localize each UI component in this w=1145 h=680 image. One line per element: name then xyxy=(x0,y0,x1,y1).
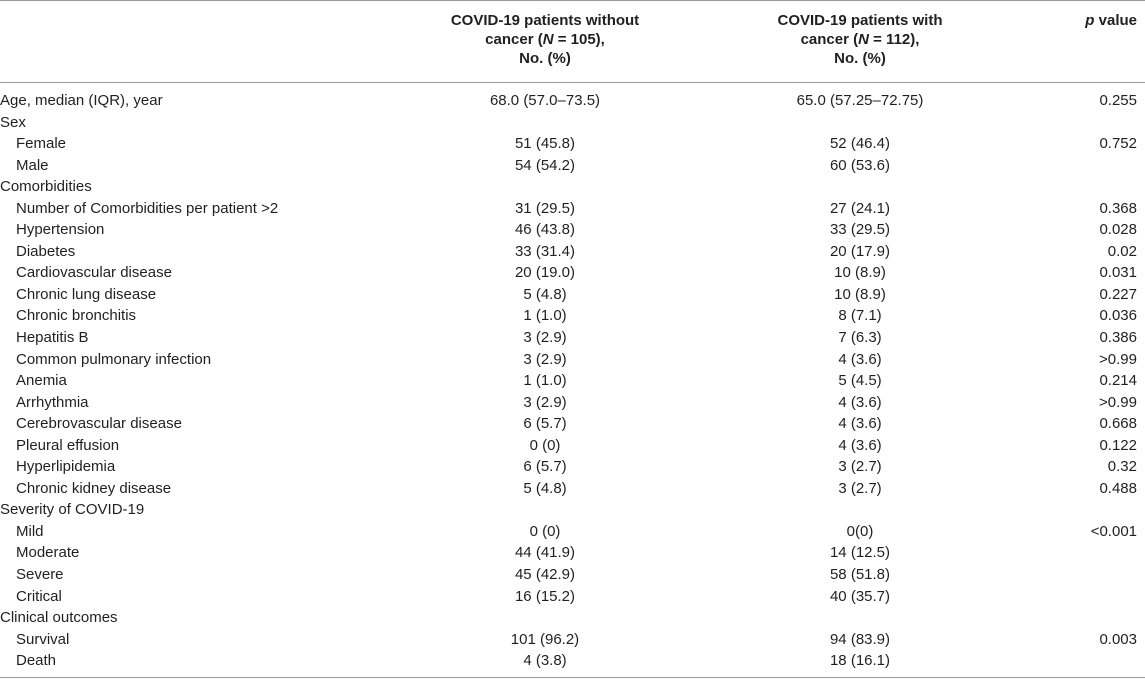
value-with-cancer: 40 (35.7) xyxy=(829,587,891,605)
value-without-cancer: 46 (43.8) xyxy=(514,221,576,239)
value-without-cancer: 4 (3.8) xyxy=(523,652,567,670)
header-col1-line3: No. (%) xyxy=(519,50,571,67)
header-rule xyxy=(0,82,1145,83)
table-header xyxy=(0,0,1145,82)
table-row xyxy=(0,629,1145,651)
value-without-cancer: 68.0 (57.0–73.5) xyxy=(489,92,601,109)
table-row xyxy=(0,542,1145,564)
header-col-p-value: p value xyxy=(1085,12,1137,29)
row-label: Chronic kidney disease xyxy=(16,479,172,497)
value-without-cancer: 5 (4.8) xyxy=(523,285,567,303)
table-row xyxy=(0,305,1145,327)
value-without-cancer: 1 (1.0) xyxy=(523,307,567,325)
table-row xyxy=(0,478,1145,500)
row-label: Clinical outcomes xyxy=(0,609,118,627)
row-label: Critical xyxy=(16,587,62,605)
value-without-cancer: 0 (0) xyxy=(529,436,561,454)
table-row xyxy=(0,284,1145,306)
table-row xyxy=(0,564,1145,586)
p-value: <0.001 xyxy=(1090,522,1137,540)
value-without-cancer: 0 (0) xyxy=(529,522,561,540)
value-without-cancer: 1 (1.0) xyxy=(523,372,567,390)
p-value: 0.122 xyxy=(1099,436,1137,454)
value-with-cancer: 5 (4.5) xyxy=(838,372,882,390)
p-value: 0.668 xyxy=(1099,415,1137,433)
table-row xyxy=(0,435,1145,457)
p-value: 0.368 xyxy=(1099,199,1137,217)
header-col-with-cancer xyxy=(705,11,1015,68)
row-label: Severe xyxy=(16,566,64,584)
table-row xyxy=(0,392,1145,414)
row-label: Pleural effusion xyxy=(16,436,120,454)
p-value: 0.255 xyxy=(1099,92,1137,109)
value-with-cancer: 52 (46.4) xyxy=(829,135,891,153)
value-with-cancer: 7 (6.3) xyxy=(838,329,882,347)
value-without-cancer: 45 (42.9) xyxy=(514,566,576,584)
value-with-cancer: 58 (51.8) xyxy=(829,566,891,584)
value-with-cancer: 18 (16.1) xyxy=(829,652,891,670)
row-label: Hepatitis B xyxy=(16,329,89,347)
table-row xyxy=(0,133,1145,155)
table-row xyxy=(0,499,1145,521)
row-label: Hyperlipidemia xyxy=(16,458,116,476)
row-label: Male xyxy=(16,156,49,174)
p-value: 0.02 xyxy=(1107,242,1137,260)
row-label: Anemia xyxy=(16,372,67,390)
value-with-cancer: 3 (2.7) xyxy=(838,479,882,497)
value-with-cancer: 0(0) xyxy=(846,522,874,540)
table-row xyxy=(0,650,1145,672)
row-label: Comorbidities xyxy=(0,178,92,196)
value-with-cancer: 20 (17.9) xyxy=(829,242,891,260)
value-with-cancer: 8 (7.1) xyxy=(838,307,882,325)
table-row xyxy=(0,112,1145,134)
value-with-cancer: 10 (8.9) xyxy=(834,285,886,303)
value-with-cancer: 10 (8.9) xyxy=(834,264,886,282)
p-value: >0.99 xyxy=(1099,393,1137,411)
row-label: Mild xyxy=(16,522,44,540)
value-with-cancer: 14 (12.5) xyxy=(829,544,891,562)
row-label: Chronic bronchitis xyxy=(16,307,137,325)
row-label: Number of Comorbidities per patient >2 xyxy=(16,199,279,217)
row-label: Moderate xyxy=(16,544,80,562)
value-without-cancer: 54 (54.2) xyxy=(514,156,576,174)
value-without-cancer: 51 (45.8) xyxy=(514,135,576,153)
table-row xyxy=(0,349,1145,371)
table-row xyxy=(0,413,1145,435)
row-label: Age, median (IQR), year xyxy=(0,92,163,109)
header-col-without-cancer xyxy=(390,11,700,68)
value-without-cancer: 6 (5.7) xyxy=(523,458,567,476)
row-label: Cerebrovascular disease xyxy=(16,415,182,433)
value-without-cancer: 20 (19.0) xyxy=(514,264,576,282)
header-col1-line1: COVID-19 patients without xyxy=(450,12,640,29)
row-label: Cardiovascular disease xyxy=(16,264,172,282)
header-col2-line1: COVID-19 patients with xyxy=(777,12,943,29)
bottom-rule xyxy=(0,677,1145,678)
table-row xyxy=(0,262,1145,284)
value-with-cancer: 94 (83.9) xyxy=(829,630,891,648)
p-value: 0.028 xyxy=(1099,221,1137,239)
value-without-cancer: 3 (2.9) xyxy=(523,329,567,347)
table-row xyxy=(0,327,1145,349)
row-label: Arrhythmia xyxy=(16,393,89,411)
p-value: 0.214 xyxy=(1099,372,1137,390)
value-without-cancer: 33 (31.4) xyxy=(514,242,576,260)
p-value: 0.227 xyxy=(1099,285,1137,303)
row-label: Death xyxy=(16,652,57,670)
value-with-cancer: 27 (24.1) xyxy=(829,199,891,217)
table-row xyxy=(0,155,1145,177)
row-label: Chronic lung disease xyxy=(16,285,157,303)
value-with-cancer: 33 (29.5) xyxy=(829,221,891,239)
header-col2-line3: No. (%) xyxy=(834,50,886,67)
table-row xyxy=(0,370,1145,392)
value-with-cancer: 4 (3.6) xyxy=(838,415,882,433)
table-row xyxy=(0,219,1145,241)
table-row xyxy=(0,521,1145,543)
row-label: Common pulmonary infection xyxy=(16,350,212,368)
value-with-cancer: 60 (53.6) xyxy=(829,156,891,174)
table-row xyxy=(0,586,1145,608)
row-label: Female xyxy=(16,135,67,153)
row-label: Hypertension xyxy=(16,221,105,239)
value-with-cancer: 4 (3.6) xyxy=(838,393,882,411)
table-body xyxy=(0,90,1145,672)
p-value: 0.488 xyxy=(1099,479,1137,497)
value-without-cancer: 5 (4.8) xyxy=(523,479,567,497)
header-col2-line2: cancer (N = 112), xyxy=(800,31,920,48)
table-row xyxy=(0,176,1145,198)
header-col1-line2: cancer (N = 105), xyxy=(485,31,605,48)
value-without-cancer: 16 (15.2) xyxy=(514,587,576,605)
p-value: 0.003 xyxy=(1099,630,1137,648)
value-with-cancer: 4 (3.6) xyxy=(838,350,882,368)
value-without-cancer: 101 (96.2) xyxy=(510,630,580,648)
value-without-cancer: 6 (5.7) xyxy=(523,415,567,433)
row-label: Survival xyxy=(16,630,70,648)
value-with-cancer: 65.0 (57.25–72.75) xyxy=(796,92,924,109)
p-value: 0.036 xyxy=(1099,307,1137,325)
value-without-cancer: 31 (29.5) xyxy=(514,199,576,217)
p-value: 0.752 xyxy=(1099,135,1137,153)
table-row xyxy=(0,456,1145,478)
table-row xyxy=(0,241,1145,263)
table-row xyxy=(0,90,1145,112)
p-value: >0.99 xyxy=(1099,350,1137,368)
p-value: 0.386 xyxy=(1099,329,1137,347)
value-without-cancer: 44 (41.9) xyxy=(514,544,576,562)
p-value: 0.031 xyxy=(1099,264,1137,282)
p-value: 0.32 xyxy=(1107,458,1137,476)
value-without-cancer: 3 (2.9) xyxy=(523,393,567,411)
value-with-cancer: 3 (2.7) xyxy=(838,458,882,476)
value-without-cancer: 3 (2.9) xyxy=(523,350,567,368)
table-row xyxy=(0,607,1145,629)
value-with-cancer: 4 (3.6) xyxy=(838,436,882,454)
row-label: Diabetes xyxy=(16,242,76,260)
row-label: Sex xyxy=(0,113,26,131)
table-row xyxy=(0,198,1145,220)
row-label: Severity of COVID-19 xyxy=(0,501,145,519)
